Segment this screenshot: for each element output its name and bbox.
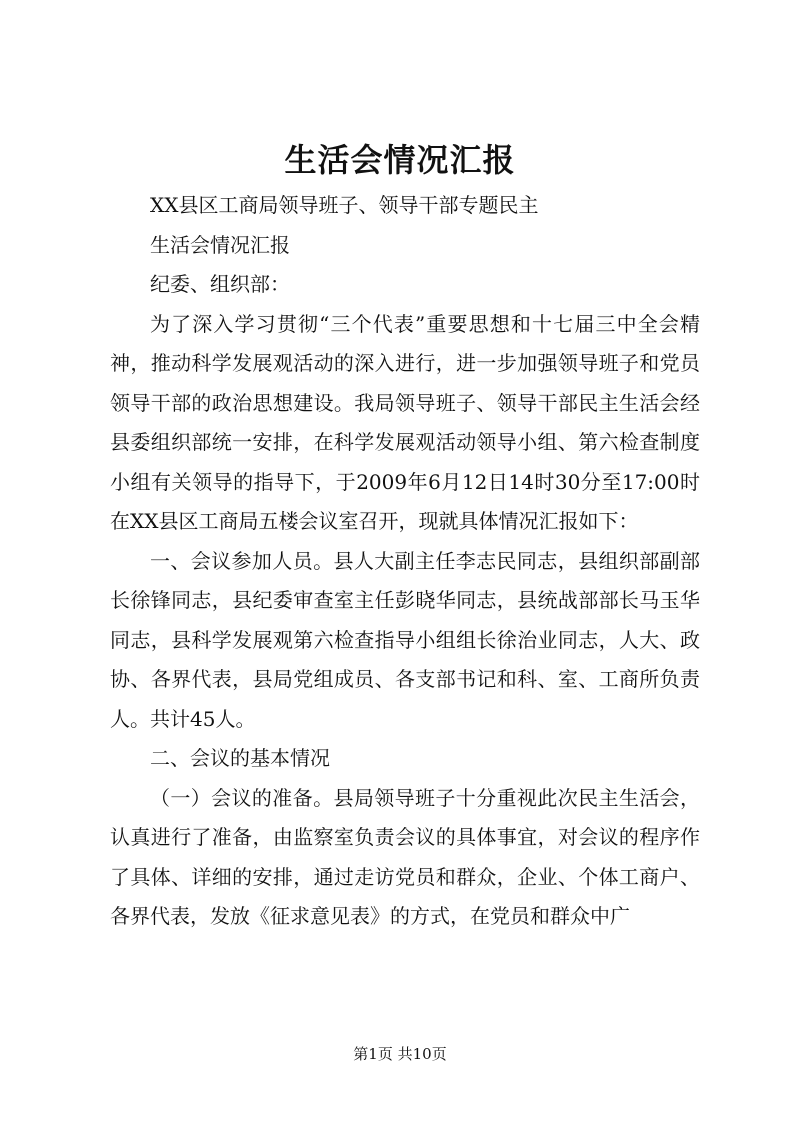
document-title: 生活会情况汇报 (284, 141, 516, 179)
paragraph-intro: 为了深入学习贯彻“三个代表”重要思想和十七届三中全会精神，推动科学发展观活动的深入进行，进一步加强领导班子和党员领导干部的政治思想建设。我局领导班子、领导干部民主生活会经县委组织部统一安排，在科学发展观活动领导小组、第六检查制度小组有关领导的指导下，于2009年6月12日14时30分至17:00时在XX县区工商局五楼会议室召开，现就具体情况汇报如下： (110, 311, 700, 533)
salutation: 纪委、组织部： (150, 272, 290, 296)
subtitle-line-2: 生活会情况汇报 (150, 232, 290, 257)
paragraph-preparation: （一）会议的准备。县局领导班子十分重视此次民主生活会，认真进行了准备，由监察室负责会议的具体事宜，对会议的程序作了具体、详细的安排，通过走访党员和群众，企业、个体工商户、各界代表，发放《征求意见表》的方式，在党员和群众中广 (110, 785, 700, 928)
subtitle-line-1: XX县区工商局领导班子、领导干部专题民主 (150, 193, 539, 217)
page-footer: 第1页 共10页 (353, 1045, 447, 1063)
section-heading-basic-info: 二、会议的基本情况 (150, 746, 330, 770)
document-body (110, 186, 700, 937)
paragraph-attendees: 一、会议参加人员。县人大副主任李志民同志，县组织部副部长徐锋同志，县纪委审查室主任彭晓华同志，县统战部部长马玉华同志，县科学发展观第六检查指导小组组长徐治业同志，人大、政协、各界代表，县局党组成员、各支部书记和科、室、工商所负责人。共计45人。 (110, 548, 700, 731)
